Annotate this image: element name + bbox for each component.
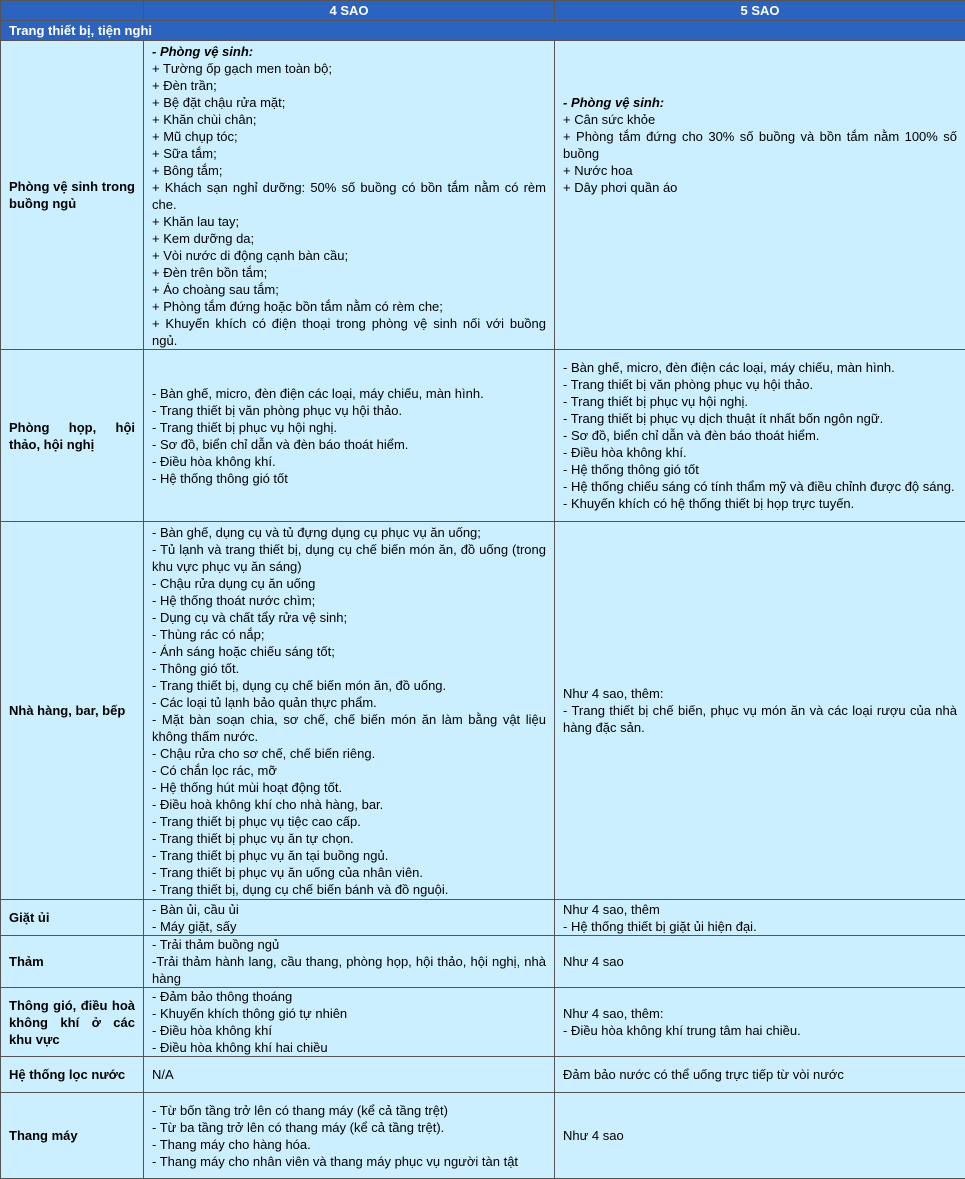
four-star-cell — [144, 41, 555, 350]
cell-line: - Trang thiết bị phục vụ ăn tự chọn. — [152, 830, 546, 847]
cell-line: - Chậu rửa dụng cụ ăn uống — [152, 575, 546, 592]
row-label: Hệ thống lọc nước — [1, 1057, 144, 1093]
four-star-cell — [144, 900, 555, 936]
cell-line: - Đảm bảo thông thoáng — [152, 988, 546, 1005]
table-row — [1, 1093, 965, 1179]
cell-line: Như 4 sao, thêm: — [563, 1005, 957, 1022]
five-star-cell — [555, 1093, 965, 1179]
five-star-cell — [555, 1057, 965, 1093]
header-row — [1, 1, 965, 21]
cell-line: + Khăn lau tay; — [152, 213, 546, 230]
cell-line: + Nước hoa — [563, 162, 957, 179]
five-star-cell — [555, 350, 965, 522]
cell-line: - Điều hòa không khí — [152, 1022, 546, 1039]
table-row — [1, 900, 965, 936]
four-star-cell — [144, 522, 555, 900]
row-label: Giặt ủi — [1, 900, 144, 936]
header-5-sao: 5 SAO — [555, 1, 965, 21]
cell-line: + Khách sạn nghỉ dưỡng: 50% số buồng có bồn tắm nằm có rèm che. — [152, 179, 546, 213]
cell-line: - Điều hoà không khí cho nhà hàng, bar. — [152, 796, 546, 813]
cell-line: - Có chắn lọc rác, mỡ — [152, 762, 546, 779]
cell-line: Như 4 sao — [563, 1127, 957, 1144]
four-star-cell — [144, 1057, 555, 1093]
cell-line: - Bàn ghế, micro, đèn điện các loại, máy chiếu, màn hình. — [563, 359, 957, 376]
cell-line: Như 4 sao, thêm: — [563, 685, 957, 702]
five-star-cell — [555, 522, 965, 900]
cell-line: - Bàn ủi, cầu ủi — [152, 901, 546, 918]
table-row — [1, 988, 965, 1057]
cell-line: - Điều hòa không khí trung tâm hai chiều. — [563, 1022, 957, 1039]
five-star-cell — [555, 988, 965, 1057]
cell-line: - Trang thiết bị phục vụ ăn tại buồng ngủ. — [152, 847, 546, 864]
cell-line: Như 4 sao, thêm — [563, 901, 957, 918]
cell-line: + Bệ đặt chậu rửa mặt; — [152, 94, 546, 111]
cell-line: - Các loại tủ lạnh bảo quản thực phẩm. — [152, 694, 546, 711]
five-star-cell — [555, 900, 965, 936]
cell-line: + Khăn chùi chân; — [152, 111, 546, 128]
table-row — [1, 1057, 965, 1093]
cell-line: + Phòng tắm đứng cho 30% số buồng và bồn tắm nằm 100% số buồng — [563, 128, 957, 162]
cell-line: - Hệ thống thiết bị giặt ủi hiện đại. — [563, 918, 957, 935]
cell-line: - Phòng vệ sinh: — [152, 43, 546, 60]
four-star-cell — [144, 936, 555, 988]
table-row — [1, 936, 965, 988]
cell-line: + Dây phơi quần áo — [563, 179, 957, 196]
cell-line: - Trang thiết bị chế biến, phục vụ món ăn và các loại rượu của nhà hàng đặc sản. — [563, 702, 957, 736]
cell-line: - Sơ đồ, biển chỉ dẫn và đèn báo thoát hiểm. — [563, 427, 957, 444]
row-label: Phòng họp, hội thảo, hội nghị — [1, 350, 144, 522]
cell-line: - Sơ đồ, biển chỉ dẫn và đèn báo thoát hiểm. — [152, 436, 546, 453]
cell-line: - Phòng vệ sinh: — [563, 94, 957, 111]
cell-line: - Trang thiết bị, dụng cụ chế biến bánh và đồ nguội. — [152, 881, 546, 898]
cell-line: - Trang thiết bị phục vụ hội nghị. — [152, 419, 546, 436]
cell-line: - Ánh sáng hoặc chiếu sáng tốt; — [152, 643, 546, 660]
five-star-cell — [555, 936, 965, 988]
cell-line: - Trang thiết bị phục vụ hội nghị. — [563, 393, 957, 410]
cell-line: - Trang thiết bị phục vụ dịch thuật ít nhất bốn ngôn ngữ. — [563, 410, 957, 427]
cell-line: + Đèn trên bồn tắm; — [152, 264, 546, 281]
cell-line: + Cân sức khỏe — [563, 111, 957, 128]
cell-line: - Bàn ghế, dụng cụ và tủ đựng dụng cụ phục vụ ăn uống; — [152, 524, 546, 541]
cell-line: - Hệ thống thông gió tốt — [563, 461, 957, 478]
table-row — [1, 350, 965, 522]
cell-line: - Trang thiết bị phục vụ ăn uống của nhân viên. — [152, 864, 546, 881]
cell-line: - Điều hòa không khí. — [152, 453, 546, 470]
cell-line: - Máy giặt, sấy — [152, 918, 546, 935]
cell-line: - Từ bốn tầng trở lên có thang máy (kể cả tầng trệt) — [152, 1102, 546, 1119]
cell-line: + Áo choàng sau tắm; — [152, 281, 546, 298]
header-4-sao: 4 SAO — [144, 1, 555, 21]
table-row — [1, 522, 965, 900]
cell-line: - Thang máy cho nhân viên và thang máy phục vụ người tàn tật — [152, 1153, 546, 1170]
cell-line: - Thang máy cho hàng hóa. — [152, 1136, 546, 1153]
cell-line: - Trang thiết bị, dụng cụ chế biến món ăn, đồ uống. — [152, 677, 546, 694]
cell-line: + Đèn trần; — [152, 77, 546, 94]
cell-line: + Bông tắm; — [152, 162, 546, 179]
cell-line: - Bàn ghế, micro, đèn điện các loại, máy chiếu, màn hình. — [152, 385, 546, 402]
section-row — [1, 21, 965, 41]
row-label: Nhà hàng, bar, bếp — [1, 522, 144, 900]
cell-line: + Khuyến khích có điện thoại trong phòng vệ sinh nối với buồng ngủ. — [152, 315, 546, 349]
four-star-cell — [144, 988, 555, 1057]
cell-line: Đảm bảo nước có thể uống trực tiếp từ vòi nước — [563, 1066, 957, 1083]
cell-line: - Trải thảm buồng ngủ — [152, 936, 546, 953]
cell-line: - Khuyến khích có hệ thống thiết bị họp trực tuyến. — [563, 495, 957, 512]
cell-line: + Phòng tắm đứng hoặc bồn tắm nằm có rèm che; — [152, 298, 546, 315]
row-label: Thang máy — [1, 1093, 144, 1179]
cell-line: - Hệ thống thông gió tốt — [152, 470, 546, 487]
four-star-cell — [144, 1093, 555, 1179]
cell-line: - Hệ thống chiếu sáng có tính thẩm mỹ và điều chỉnh được độ sáng. — [563, 478, 957, 495]
cell-line: - Chậu rửa cho sơ chế, chế biến riêng. — [152, 745, 546, 762]
cell-line: - Dụng cụ và chất tẩy rửa vệ sinh; — [152, 609, 546, 626]
cell-line: + Kem dưỡng da; — [152, 230, 546, 247]
five-star-cell — [555, 41, 965, 350]
row-label: Thảm — [1, 936, 144, 988]
cell-line: + Vòi nước di động cạnh bàn cầu; — [152, 247, 546, 264]
cell-line: - Trang thiết bị văn phòng phục vụ hội thảo. — [563, 376, 957, 393]
cell-line: N/A — [152, 1066, 546, 1083]
row-label: Thông gió, điều hoà không khí ở các khu vực — [1, 988, 144, 1057]
cell-line: -Trải thảm hành lang, cầu thang, phòng họp, hội thảo, hội nghị, nhà hàng — [152, 953, 546, 987]
cell-line: - Thùng rác có nắp; — [152, 626, 546, 643]
cell-line: - Tủ lạnh và trang thiết bị, dụng cụ chế biến món ăn, đồ uống (trong khu vực phục vụ ăn sáng) — [152, 541, 546, 575]
cell-line: - Thông gió tốt. — [152, 660, 546, 677]
cell-line: - Hệ thống thoát nước chìm; — [152, 592, 546, 609]
cell-line: + Tường ốp gạch men toàn bộ; — [152, 60, 546, 77]
cell-line: - Trang thiết bị văn phòng phục vụ hội thảo. — [152, 402, 546, 419]
cell-line: - Mặt bàn soạn chia, sơ chế, chế biến món ăn làm bằng vật liệu không thấm nước. — [152, 711, 546, 745]
cell-line: - Điều hòa không khí hai chiều — [152, 1039, 546, 1056]
cell-line: - Hệ thống hút mùi hoạt động tốt. — [152, 779, 546, 796]
table-row — [1, 41, 965, 350]
four-star-cell — [144, 350, 555, 522]
cell-line: Như 4 sao — [563, 953, 957, 970]
header-blank — [1, 1, 144, 21]
cell-line: - Từ ba tầng trở lên có thang máy (kể cả tầng trệt). — [152, 1119, 546, 1136]
row-label: Phòng vệ sinh trong buồng ngủ — [1, 41, 144, 350]
cell-line: + Sữa tắm; — [152, 145, 546, 162]
cell-line: - Trang thiết bị phục vụ tiệc cao cấp. — [152, 813, 546, 830]
cell-line: + Mũ chụp tóc; — [152, 128, 546, 145]
cell-line: - Khuyến khích thông gió tự nhiên — [152, 1005, 546, 1022]
section-title: Trang thiết bị, tiện nghi — [1, 21, 965, 41]
cell-line: - Điều hòa không khí. — [563, 444, 957, 461]
